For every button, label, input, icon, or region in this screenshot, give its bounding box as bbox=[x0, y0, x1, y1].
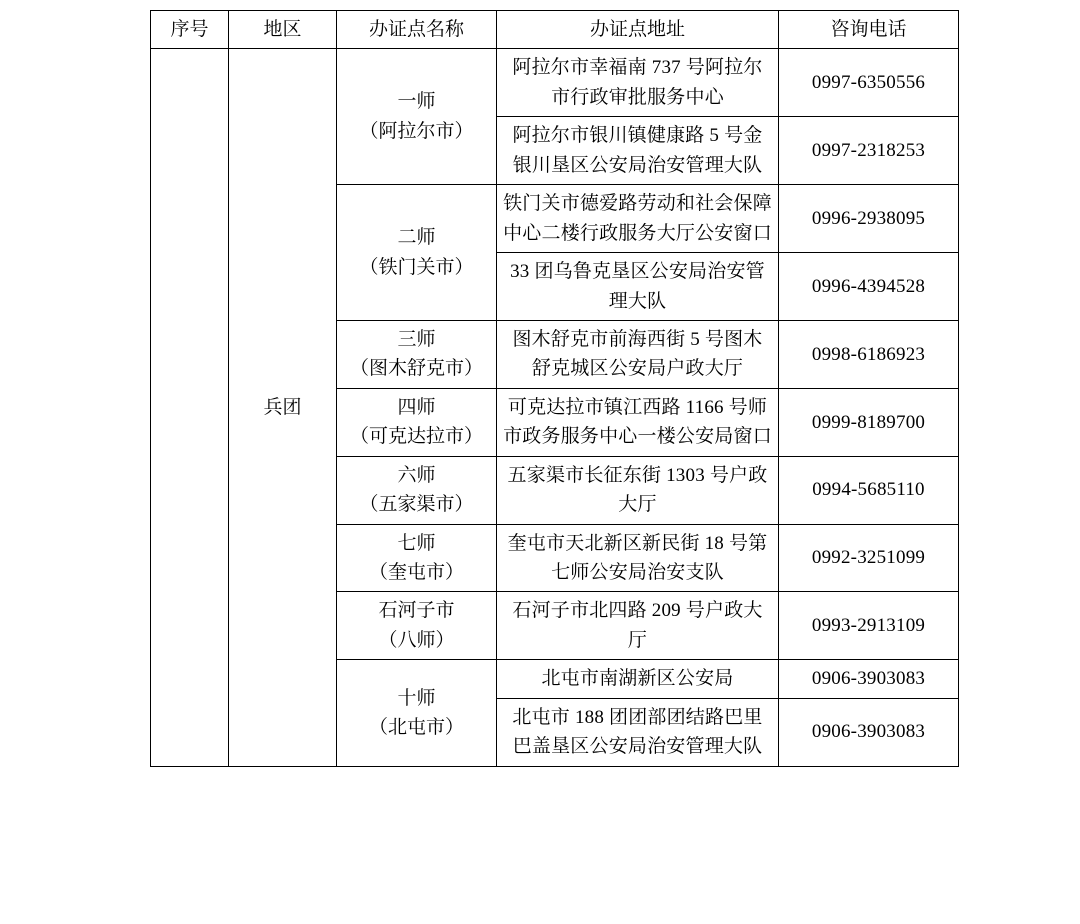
cell-phone: 0994-5685110 bbox=[779, 456, 959, 524]
cell-point-name bbox=[337, 49, 497, 185]
point-name-line: （北屯市） bbox=[368, 716, 464, 738]
cell-point-address: 北屯市南湖新区公安局 bbox=[497, 660, 779, 698]
table-body bbox=[151, 49, 959, 766]
point-name-line: （图木舒克市） bbox=[349, 358, 483, 380]
cell-point-address: 可克达拉市镇江西路 1166 号师市政务服务中心一楼公安局窗口 bbox=[497, 388, 779, 456]
column-header-point-name: 办证点名称 bbox=[337, 11, 497, 49]
point-name-line: （阿拉尔市） bbox=[359, 120, 474, 142]
cell-index bbox=[151, 49, 229, 766]
cell-phone: 0906-3903083 bbox=[779, 660, 959, 698]
cell-phone: 0993-2913109 bbox=[779, 592, 959, 660]
point-name-line: 石河子市 bbox=[378, 600, 455, 622]
cell-point-address: 北屯市 188 团团部团结路巴里巴盖垦区公安局治安管理大队 bbox=[497, 698, 779, 766]
cell-phone: 0998-6186923 bbox=[779, 320, 959, 388]
cell-phone: 0997-6350556 bbox=[779, 49, 959, 117]
cell-phone: 0996-2938095 bbox=[779, 185, 959, 253]
cell-point-address: 奎屯市天北新区新民街 18 号第七师公安局治安支队 bbox=[497, 524, 779, 592]
cell-point-address: 33 团乌鲁克垦区公安局治安管理大队 bbox=[497, 253, 779, 321]
table-header-row bbox=[151, 11, 959, 49]
point-name-line: 四师 bbox=[397, 396, 436, 418]
cell-phone: 0997-2318253 bbox=[779, 117, 959, 185]
cell-region: 兵团 bbox=[229, 49, 337, 766]
cell-point-address: 阿拉尔市幸福南 737 号阿拉尔市行政审批服务中心 bbox=[497, 49, 779, 117]
point-name-line: 三师 bbox=[397, 328, 436, 350]
cell-point-name bbox=[337, 524, 497, 592]
cell-point-address: 阿拉尔市银川镇健康路 5 号金银川垦区公安局治安管理大队 bbox=[497, 117, 779, 185]
point-name-line: （奎屯市） bbox=[368, 562, 464, 583]
column-header-phone: 咨询电话 bbox=[779, 11, 959, 49]
cell-point-address: 图木舒克市前海西街 5 号图木舒克城区公安局户政大厅 bbox=[497, 320, 779, 388]
column-header-point-address: 办证点地址 bbox=[497, 11, 779, 49]
certification-points-table bbox=[150, 10, 959, 767]
cell-phone: 0999-8189700 bbox=[779, 388, 959, 456]
point-name-line: 一师 bbox=[397, 91, 436, 113]
cell-phone: 0996-4394528 bbox=[779, 253, 959, 321]
point-name-line: （可克达拉市） bbox=[349, 426, 483, 448]
cell-point-address: 石河子市北四路 209 号户政大厅 bbox=[497, 592, 779, 660]
cell-point-name bbox=[337, 185, 497, 321]
table-header bbox=[151, 11, 959, 49]
column-header-region: 地区 bbox=[229, 11, 337, 49]
point-name-line: （铁门关市） bbox=[359, 256, 474, 278]
cell-point-name bbox=[337, 320, 497, 388]
table-row bbox=[151, 49, 959, 117]
point-name-line: 六师 bbox=[397, 464, 436, 486]
point-name-line: 七师 bbox=[397, 532, 436, 554]
cell-phone: 0906-3903083 bbox=[779, 698, 959, 766]
point-name-line: （八师） bbox=[378, 629, 455, 651]
cell-point-name bbox=[337, 660, 497, 766]
cell-point-name bbox=[337, 456, 497, 524]
cell-point-name bbox=[337, 592, 497, 660]
cell-point-address: 五家渠市长征东街 1303 号户政大厅 bbox=[497, 456, 779, 524]
column-header-index: 序号 bbox=[151, 11, 229, 49]
cell-point-address: 铁门关市德爱路劳动和社会保障中心二楼行政服务大厅公安窗口 bbox=[497, 185, 779, 253]
cell-phone: 0992-3251099 bbox=[779, 524, 959, 592]
point-name-line: 十师 bbox=[397, 687, 436, 709]
cell-point-name bbox=[337, 388, 497, 456]
point-name-line: 二师 bbox=[397, 227, 436, 249]
point-name-line: （五家渠市） bbox=[359, 494, 474, 516]
